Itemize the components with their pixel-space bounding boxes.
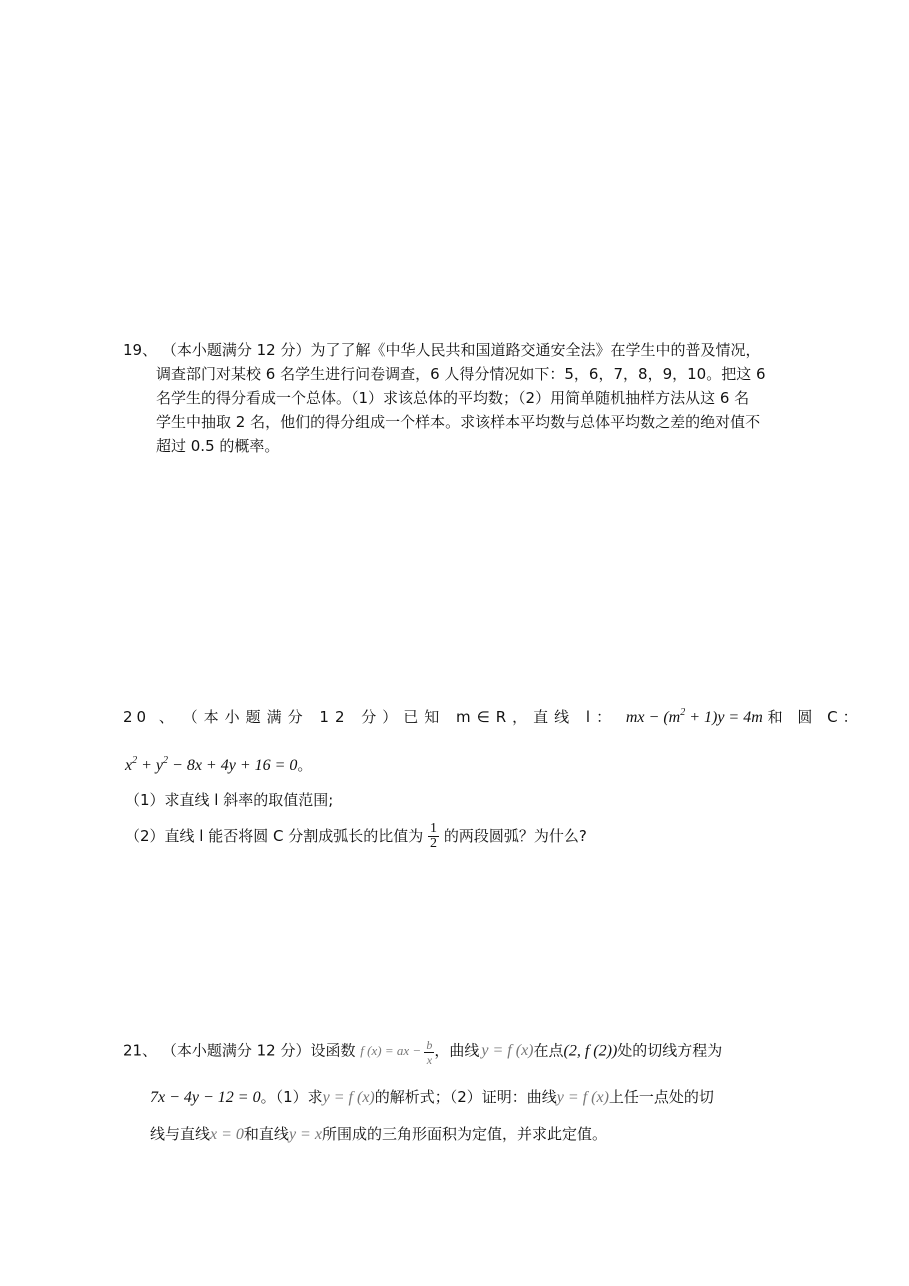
question-19-line-5: 超过 0.5 的概率。 (156, 437, 280, 455)
question-21-number: 21、 (123, 1041, 158, 1060)
question-19-number: 19、 (123, 341, 158, 359)
question-20-part-1: （1）求直线 l 斜率的取值范围; (125, 791, 334, 809)
question-19-line-1: （本小题满分 12 分）为了了解《中华人民共和国道路交通安全法》在学生中的普及情况， (161, 341, 761, 359)
tangent-point: (2, f (2)) (563, 1042, 618, 1060)
question-19-line-4: 学生中抽取 2 名，他们的得分组成一个样本。求该样本平均数与总体平均数之差的绝对值不 (156, 413, 761, 431)
question-20-part-2: （2）直线 l 能否将圆 C 分割成弧长的比值为 $\frac{1}{2}$ 的两段圆弧？为什么? (125, 821, 587, 851)
question-20-header: （本小题满分 12 分）已知 m∈R，直线 l： (182, 708, 618, 726)
circle-c-label: 和 圆 C： (767, 708, 863, 726)
question-20-line-2: $x^2 + y^2 - 8x + 4y + 16 = 0$。 (125, 755, 313, 774)
curve-expression: y = f (x) (481, 1042, 534, 1060)
function-definition: f (x) = ax − $\frac{b}{x}$ (360, 1038, 433, 1067)
circle-c-equation: $x^2 + y^2 - 8x + 4y + 16 = 0$ (125, 755, 298, 774)
question-21-line-3: 线与直线x = 0和直线y = x所围成的三角形面积为定值，并求此定值。 (150, 1125, 607, 1143)
question-19 (123, 338, 803, 458)
question-19-line-2: 调查部门对某校 6 名学生进行问卷调查，6 人得分情况如下：5，6，7，8，9，10。把这 6 (156, 365, 766, 383)
question-19-line-3: 名学生的得分看成一个总体。（1）求该总体的平均数；（2）用简单随机抽样方法从这 6 名 (156, 389, 750, 407)
fraction-one-half: $\frac{1}{2}$ (430, 821, 438, 851)
question-21-line-1: 21、 （本小题满分 12 分）设函数 f (x) = ax − $\frac{b}{x}$ ，曲线 y = f (x)在点(2, f (2))处的切线方程为 (123, 1038, 723, 1067)
question-21-line-2: 7x − 4y − 12 = 0。（1）求y = f (x)的解析式；（2）证明：曲线y = f (x)上任一点处的切 (150, 1088, 714, 1106)
question-20-number: 20 、 (123, 708, 178, 726)
line-l-equation: mx − $(m^2 + 1)y = 4m$ (625, 707, 763, 726)
tangent-equation: 7x − 4y − 12 = 0 (150, 1089, 261, 1106)
question-20-line-1 (123, 706, 863, 727)
